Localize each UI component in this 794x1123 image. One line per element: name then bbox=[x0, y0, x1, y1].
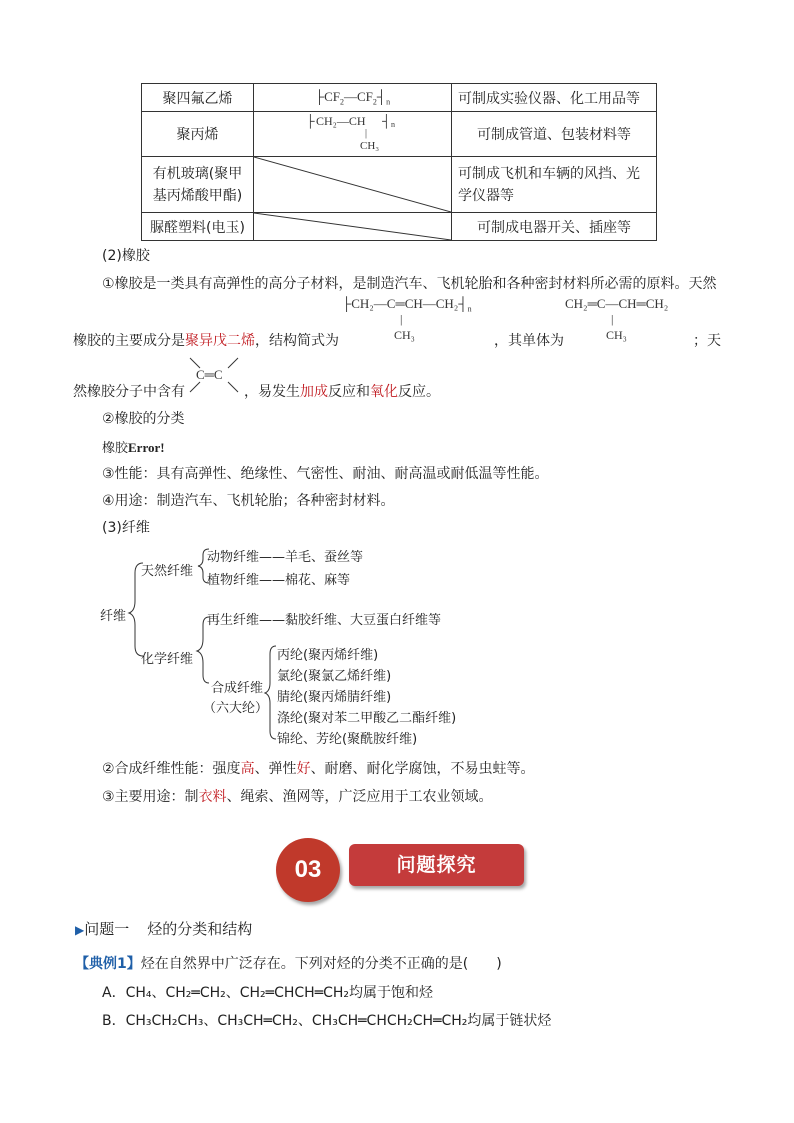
table-row bbox=[142, 112, 657, 157]
animal-fiber: 动物纤维——羊毛、蚕丝等 bbox=[207, 550, 364, 565]
empty-cell bbox=[254, 213, 452, 241]
rubber-classify-line: 橡胶Error! bbox=[102, 440, 165, 456]
rubber-paragraph-line3-a: 然橡胶分子中含有 bbox=[73, 384, 185, 400]
fiber-performance: ②合成纤维性能：强度高、弹性好、耐磨、耐化学腐蚀，不易虫蛀等。 bbox=[102, 761, 535, 777]
polymer-use: 可制成实验仪器、化工用品等 bbox=[452, 84, 657, 112]
table-row bbox=[142, 84, 657, 112]
section-title: 问题探究 bbox=[396, 854, 477, 876]
cc-formula: C═C bbox=[196, 367, 223, 382]
polymer-use: 可制成电器开关、插座等 bbox=[452, 213, 657, 241]
example-question: 【典例1】烃在自然界中广泛存在。下列对烃的分类不正确的是( ) bbox=[75, 956, 502, 972]
monomer-label: ，其单体为 bbox=[494, 333, 564, 349]
chemical-fiber: 化学纤维 bbox=[141, 652, 194, 667]
rubber-uses: ④用途：制造汽车、飞机轮胎；各种密封材料。 bbox=[102, 493, 395, 509]
list-item: 氯纶(聚氯乙烯纤维) bbox=[277, 669, 392, 684]
rubber-paragraph-line2: 橡胶的主要成分是聚异戊二烯，结构简式为 bbox=[73, 333, 339, 349]
table-row bbox=[142, 213, 657, 241]
rubber-heading: (2)橡胶 bbox=[102, 248, 150, 264]
list-item: 丙纶(聚丙烯纤维) bbox=[277, 648, 379, 663]
isoprene-formula: CH₂═C—CH═CH₂ bbox=[565, 296, 669, 311]
list-item: 锦纶、芳纶(聚酰胺纤维) bbox=[277, 732, 418, 747]
polymer-table bbox=[141, 83, 657, 241]
isoprene-ch3: CH₃ bbox=[606, 328, 627, 342]
polymer-name: 聚丙烯 bbox=[142, 112, 254, 157]
problem-heading: ▶问题一 烃的分类和结构 bbox=[75, 920, 253, 938]
section-number: 03 bbox=[294, 856, 322, 883]
empty-cell bbox=[254, 157, 452, 213]
fiber-heading: (3)纤维 bbox=[102, 520, 150, 536]
fiber-root: 纤维 bbox=[100, 609, 127, 624]
natural-fiber: 天然纤维 bbox=[141, 564, 194, 579]
table-row bbox=[142, 157, 657, 213]
synthetic-fiber-list bbox=[277, 645, 456, 750]
list-item: 腈纶(聚丙烯腈纤维) bbox=[277, 690, 392, 705]
polymer-name: 有机玻璃(聚甲 基丙烯酸甲酯) bbox=[142, 157, 254, 213]
rubber-properties: ③性能：具有高弹性、绝缘性、气密性、耐油、耐高温或耐低温等性能。 bbox=[102, 466, 549, 482]
synthetic-fiber: 合成纤维 bbox=[211, 681, 264, 696]
polymer-use: 可制成管道、包装材料等 bbox=[452, 112, 657, 157]
ptfe-formula: $├CF_2—CF_2┤_n$ bbox=[314, 88, 391, 107]
regenerated-fiber: 再生纤维——黏胶纤维、大豆蛋白纤维等 bbox=[207, 613, 442, 628]
option-a[interactable]: A．CH₄、CH₂═CH₂、CH₂═CHCH═CH₂均属于饱和烃 bbox=[102, 985, 434, 1001]
diagonal-line bbox=[254, 157, 451, 212]
option-b[interactable]: B．CH₃CH₂CH₃、CH₃CH═CH₂、CH₃CH═CHCH₂CH═CH₂均属于链状烃 bbox=[102, 1013, 552, 1029]
rubber-paragraph-line3-b: ，易发生加成反应和氧化反应。 bbox=[244, 384, 440, 400]
triangle-marker-icon: ▶ bbox=[75, 923, 85, 937]
example-tag: 【典例1】 bbox=[75, 956, 141, 972]
polyisoprene-formula: $├CH_2—C═CH—CH_2┤_n$ bbox=[342, 296, 472, 314]
fiber-uses: ③主要用途：制衣料、绳索、渔网等，广泛应用于工农业领域。 bbox=[102, 789, 493, 805]
polymer-name: 聚四氟乙烯 bbox=[142, 84, 254, 112]
polyisoprene-branch: | bbox=[400, 312, 403, 326]
polymer-name: 脲醛塑料(电玉) bbox=[142, 213, 254, 241]
text-fragment: ；天 bbox=[693, 333, 721, 349]
plant-fiber: 植物纤维——棉花、麻等 bbox=[207, 573, 351, 588]
polymer-formula bbox=[254, 84, 452, 112]
rubber-classify-heading: ②橡胶的分类 bbox=[102, 411, 185, 427]
list-item: 涤纶(聚对苯二甲酸乙二酯纤维) bbox=[277, 711, 457, 726]
isoprene-branch: | bbox=[611, 312, 614, 326]
polymer-formula bbox=[254, 112, 452, 157]
six-fibers-label: （六大纶） bbox=[203, 701, 269, 716]
diagonal-line bbox=[254, 213, 451, 240]
pp-formula: ├ CH₂—CH ┤ n | CH₃ bbox=[306, 114, 395, 152]
polymer-use: 可制成飞机和车辆的风挡、光 学仪器等 bbox=[452, 157, 657, 213]
rubber-paragraph-line1: ①橡胶是一类具有高弹性的高分子材料，是制造汽车、飞机轮胎和各种密封材料所必需的原料。天然 bbox=[102, 276, 717, 292]
polyisoprene-ch3: CH₃ bbox=[394, 328, 415, 342]
